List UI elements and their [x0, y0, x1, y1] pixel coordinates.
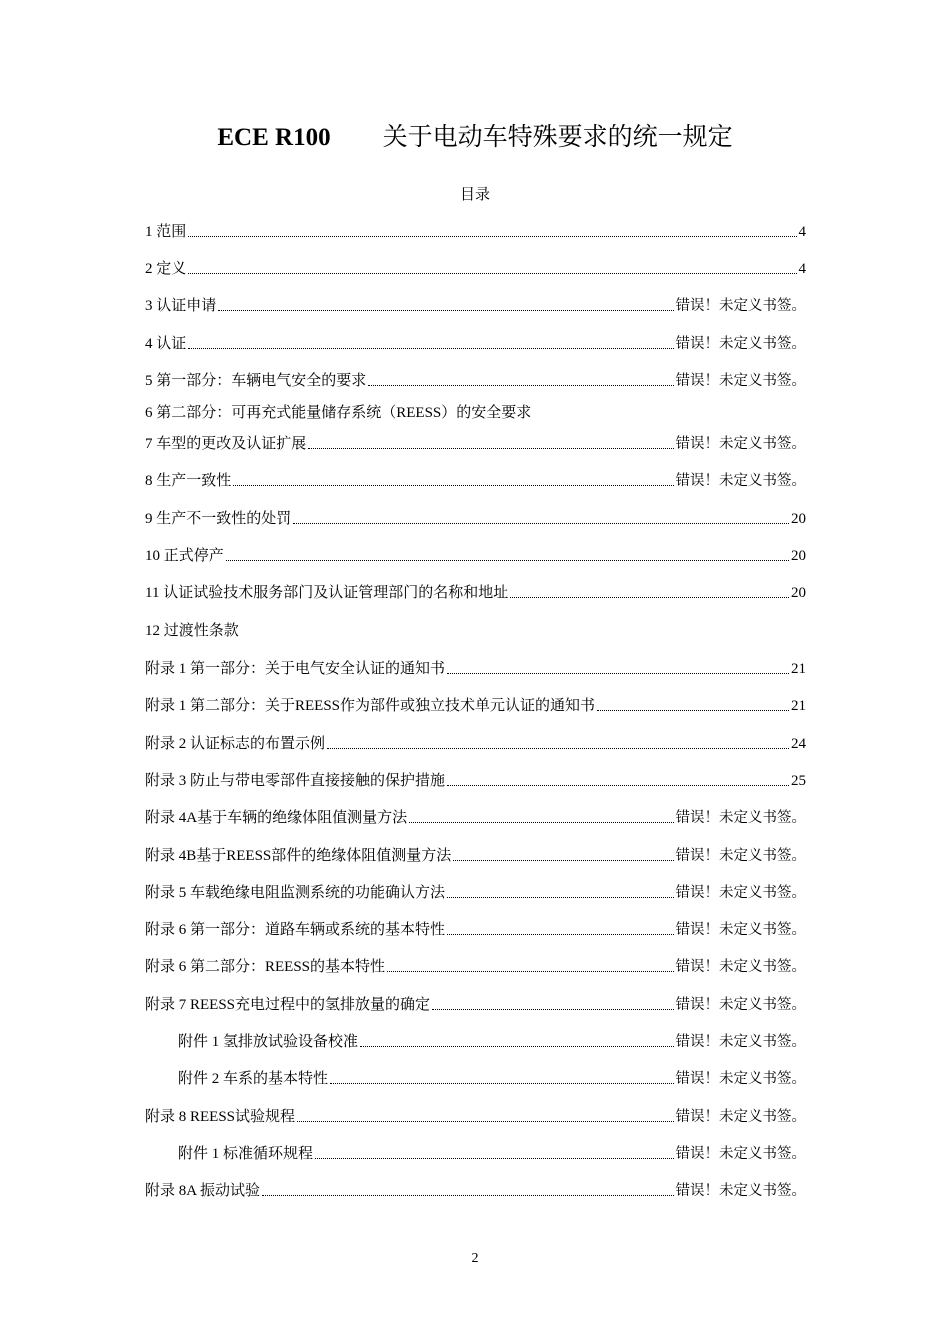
toc-heading: 目录: [459, 185, 490, 203]
toc-entry-page: 错误！未定义书签。: [675, 1071, 806, 1087]
toc-entry-label: 2 定义: [145, 261, 187, 277]
toc-entry-page: 错误！未定义书签。: [675, 810, 806, 826]
toc-entry-label: 8 生产一致性: [145, 473, 232, 489]
toc-entry-label: 附录 1 第一部分：关于电气安全认证的通知书: [145, 661, 446, 677]
toc-dot-leader: [297, 1121, 673, 1122]
toc-entry-page: 错误！未定义书签。: [675, 1146, 806, 1162]
toc-entry-label: 附录 4B基于REESS部件的绝缘体阻值测量方法: [145, 848, 452, 864]
toc-entry-label: 附录 7 REESS充电过程中的氢排放量的确定: [145, 997, 431, 1013]
toc-entry-label: 7 车型的更改及认证扩展: [145, 436, 307, 452]
toc-entry-label: 12 过渡性条款: [145, 623, 239, 639]
toc-dot-leader: [510, 597, 789, 598]
toc-dot-leader: [447, 785, 789, 786]
toc-entry-page: 错误！未定义书签。: [675, 298, 806, 314]
toc-dot-leader: [327, 748, 789, 749]
toc-entry-page: 4: [798, 261, 806, 277]
toc-entry[interactable]: [145, 296, 806, 316]
toc-entry[interactable]: [145, 883, 806, 903]
toc-entry-label: 4 认证: [145, 336, 187, 352]
toc-entry[interactable]: [145, 771, 806, 791]
toc-entry[interactable]: [145, 696, 806, 716]
toc-dot-leader: [188, 348, 673, 349]
toc-entry-label: 附录 5 车载绝缘电阻监测系统的功能确认方法: [145, 885, 446, 901]
toc-entry[interactable]: [145, 734, 806, 754]
toc-dot-leader: [188, 236, 796, 237]
toc-dot-leader: [226, 560, 789, 561]
toc-dot-leader: [409, 822, 673, 823]
toc-entry[interactable]: [145, 1032, 806, 1052]
toc-entry-page: 错误！未定义书签。: [675, 959, 806, 975]
toc-entry[interactable]: [145, 659, 806, 679]
toc-entry[interactable]: [145, 1181, 806, 1201]
toc-dot-leader: [447, 934, 673, 935]
toc-entry-page: 24: [791, 736, 806, 752]
toc-entry-page: 错误！未定义书签。: [675, 922, 806, 938]
toc-dot-leader: [447, 673, 789, 674]
toc-entry[interactable]: [145, 471, 806, 491]
title-code: ECE R100: [217, 124, 331, 151]
document-title: [0, 120, 950, 155]
toc-entry-page: 错误！未定义书签。: [675, 373, 806, 389]
toc-entry-page: 21: [791, 661, 806, 677]
toc-entry[interactable]: [145, 434, 806, 454]
toc-entry-page: 4: [798, 224, 806, 240]
toc-entry-page: 错误！未定义书签。: [675, 885, 806, 901]
toc-entry-page: 错误！未定义书签。: [675, 1034, 806, 1050]
toc-entry-label: 3 认证申请: [145, 298, 217, 314]
toc-entry[interactable]: [145, 371, 806, 391]
toc-dot-leader: [188, 273, 796, 274]
toc-entry-page: 错误！未定义书签。: [675, 436, 806, 452]
toc-entry-label: 附录 6 第二部分：REESS的基本特性: [145, 959, 386, 975]
toc-dot-leader: [330, 1083, 673, 1084]
toc-entry-label: 5 第一部分：车辆电气安全的要求: [145, 373, 367, 389]
toc-entry-page: 20: [791, 548, 806, 564]
toc-entry-label: 11 认证试验技术服务部门及认证管理部门的名称和地址: [145, 585, 509, 601]
toc-entry[interactable]: [145, 509, 806, 529]
toc-entry-label: 6 第二部分：可再充式能量储存系统（REESS）的安全要求: [145, 405, 532, 421]
toc-dot-leader: [453, 860, 673, 861]
toc-dot-leader: [308, 448, 673, 449]
toc-dot-leader: [387, 971, 673, 972]
toc-entry-page: 25: [791, 773, 806, 789]
toc-entry-page: 错误！未定义书签。: [675, 848, 806, 864]
toc-dot-leader: [432, 1009, 673, 1010]
toc-entry[interactable]: [145, 403, 806, 423]
toc-entry-page: 错误！未定义书签。: [675, 473, 806, 489]
toc-entry-label: 附录 4A基于车辆的绝缘体阻值测量方法: [145, 810, 408, 826]
toc-entry[interactable]: [145, 1107, 806, 1127]
toc-entry[interactable]: [145, 334, 806, 354]
toc-entry-label: 附件 1 氢排放试验设备校准: [178, 1034, 359, 1050]
toc-dot-leader: [218, 310, 673, 311]
toc-entry[interactable]: [145, 546, 806, 566]
toc-entry[interactable]: [145, 920, 806, 940]
toc-entry-label: 9 生产不一致性的处罚: [145, 511, 292, 527]
toc-entry[interactable]: [145, 808, 806, 828]
toc-dot-leader: [368, 385, 673, 386]
toc-entry-label: 附件 1 标准循环规程: [178, 1146, 314, 1162]
toc-entry-page: 错误！未定义书签。: [675, 336, 806, 352]
toc-entry-label: 附录 8 REESS试验规程: [145, 1109, 296, 1125]
toc-entry-label: 附录 8A 振动试验: [145, 1183, 261, 1199]
toc-entry-page: 错误！未定义书签。: [675, 1183, 806, 1199]
toc-dot-leader: [293, 523, 789, 524]
toc-entry[interactable]: [145, 995, 806, 1015]
toc-entry-label: 附录 1 第二部分：关于REESS作为部件或独立技术单元认证的通知书: [145, 698, 596, 714]
toc-entry[interactable]: [145, 222, 806, 242]
toc-dot-leader: [233, 485, 673, 486]
toc-dot-leader: [315, 1158, 673, 1159]
toc-entry-label: 附录 3 防止与带电零部件直接接触的保护措施: [145, 773, 446, 789]
toc-entry[interactable]: [145, 1144, 806, 1164]
toc-entry[interactable]: [145, 621, 806, 641]
toc-entry-page: 错误！未定义书签。: [675, 1109, 806, 1125]
toc-dot-leader: [597, 710, 789, 711]
toc-entry-label: 附录 6 第一部分：道路车辆或系统的基本特性: [145, 922, 446, 938]
toc-entry[interactable]: [145, 259, 806, 279]
page-number: 2: [471, 1251, 479, 1266]
toc-entry-label: 10 正式停产: [145, 548, 224, 564]
toc-entry-label: 附录 2 认证标志的布置示例: [145, 736, 326, 752]
toc-entry[interactable]: [145, 1069, 806, 1089]
toc-entry-page: 21: [791, 698, 806, 714]
title-text: 关于电动车特殊要求的统一规定: [382, 122, 733, 151]
toc-entry-label: 附件 2 车系的基本特性: [178, 1071, 329, 1087]
toc-dot-leader: [360, 1046, 673, 1047]
toc-dot-leader: [262, 1195, 673, 1196]
toc-entry[interactable]: [145, 846, 806, 866]
toc-entry[interactable]: [145, 583, 806, 603]
toc-entry-label: 1 范围: [145, 224, 187, 240]
toc-dot-leader: [447, 897, 673, 898]
toc-entry-page: 20: [791, 511, 806, 527]
toc-entry[interactable]: [145, 957, 806, 977]
toc-entry-page: 20: [791, 585, 806, 601]
toc-entry-page: 错误！未定义书签。: [675, 997, 806, 1013]
